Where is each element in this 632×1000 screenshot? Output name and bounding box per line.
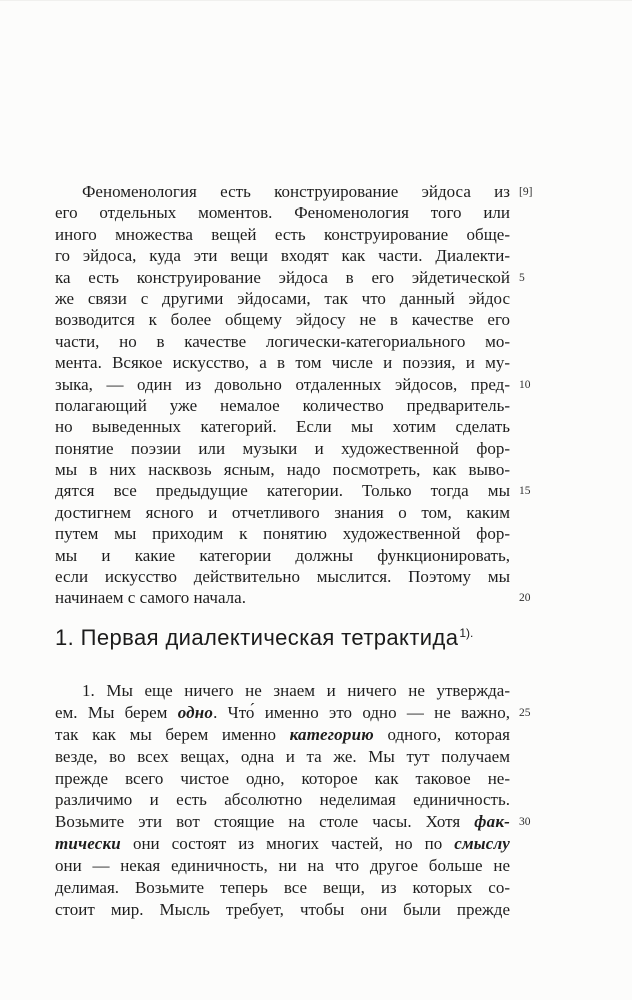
- text-line: [55, 480, 531, 501]
- text-line: [55, 202, 510, 223]
- footnote-marker: 1).: [459, 625, 474, 640]
- body-text: стоит мир. Мысль требует, чтобы они были прежде: [55, 899, 510, 919]
- section-heading: [55, 624, 595, 652]
- text-line: [55, 288, 510, 309]
- text-line: [55, 459, 510, 480]
- body-text: начинаем с самого начала.: [55, 588, 246, 608]
- body-text: прежде всего чистое одно, которое как таковое не-: [55, 768, 510, 788]
- margin-line-number: 5: [519, 271, 525, 284]
- text-line: [55, 702, 531, 724]
- text-line: [55, 833, 510, 855]
- body-text: они — некая единичность, ни на что другое больше не: [55, 856, 510, 876]
- body-text: возводится к более общему эйдосу не в качестве его: [55, 310, 510, 330]
- text-line: [55, 395, 510, 416]
- body-text: ка есть конструирование эйдоса в его эйдетической: [55, 267, 510, 287]
- text-line: [55, 502, 510, 523]
- body-text: иного множества вещей есть конструирование обще-: [55, 224, 510, 244]
- body-text: полагающий уже немалое количество предваритель-: [55, 395, 510, 415]
- text-line: [55, 352, 510, 373]
- text-line: [55, 267, 525, 288]
- body-text: делимая. Возьмите теперь все вещи, из которых со-: [55, 878, 510, 898]
- margin-page-ref: [9]: [519, 186, 533, 198]
- text-line: [55, 245, 510, 266]
- body-text: так как мы берем именно: [55, 724, 290, 744]
- text-line: [55, 438, 510, 459]
- text-line: [55, 331, 510, 352]
- body-text: если искусство действительно мыслится. Поэтому мы: [55, 567, 510, 587]
- text-line: [55, 181, 533, 202]
- emphasized-text: смыслу: [454, 834, 510, 854]
- emphasized-text: тически: [55, 834, 121, 854]
- page-edge-line: [0, 0, 632, 1]
- text-line: [55, 224, 510, 245]
- body-text: везде, во всех вещах, одна и та же. Мы тут получаем: [55, 746, 510, 766]
- paragraph-phenomenology: [55, 181, 533, 609]
- emphasized-text: одно: [177, 702, 214, 722]
- text-line: [55, 746, 510, 768]
- body-text: путем мы приходим к понятию художественной фор-: [55, 524, 510, 544]
- body-text: различимо и есть абсолютно неделимая единичность.: [55, 790, 510, 810]
- margin-line-number: 15: [519, 485, 531, 498]
- text-line: [55, 855, 510, 877]
- text-line: [55, 566, 510, 587]
- emphasized-text: фак-: [474, 812, 510, 832]
- body-text: ем. Мы берем: [55, 702, 178, 722]
- section-heading-text: 1. Первая диалектическая тетрактида: [55, 625, 459, 650]
- body-text: части, но в качестве логически-категориального мо-: [55, 331, 510, 351]
- margin-line-number: 20: [519, 592, 531, 605]
- text-line: [55, 523, 510, 544]
- body-text: достигнем ясного и отчетливого знания о том, каким: [55, 502, 510, 522]
- margin-line-number: 30: [519, 816, 531, 829]
- body-text: понятие поэзии или музыки и художественной фор-: [55, 438, 510, 458]
- body-text: же связи с другими эйдосами, так что данный эйдос: [55, 288, 510, 308]
- text-line: [55, 877, 510, 899]
- text-line: [55, 374, 531, 395]
- body-text: мы и какие категории должны функционировать,: [55, 545, 510, 565]
- text-line: [55, 309, 510, 330]
- text-line: [55, 811, 531, 833]
- margin-line-number: 10: [519, 378, 531, 391]
- paragraph-first-tetraktys: [55, 680, 531, 921]
- body-text: они состоят из многих частей, но по: [120, 834, 455, 854]
- text-line: [55, 416, 510, 437]
- text-line: [55, 587, 531, 608]
- body-text: одного, которая: [373, 724, 510, 744]
- text-line: [55, 768, 510, 790]
- text-line: [55, 899, 510, 921]
- body-text: . Что́ именно это одно — не важно,: [213, 702, 510, 722]
- body-text: мента. Всякое искусство, а в том числе и поэзия, и му-: [55, 353, 510, 373]
- emphasized-text: категорию: [289, 724, 374, 744]
- body-text: Возьмите эти вот стоящие на столе часы. Хотя: [55, 812, 475, 832]
- text-line: [55, 545, 510, 566]
- body-text: 1. Мы еще ничего не знаем и ничего не утвержда-: [82, 681, 510, 700]
- body-text: го эйдоса, куда эти вещи входят как части. Диалекти-: [55, 246, 510, 266]
- text-line: [55, 789, 510, 811]
- text-line: [55, 724, 510, 746]
- margin-line-number: 25: [519, 706, 531, 719]
- body-text: зыка, — один из довольно отдаленных эйдосов, пред-: [55, 374, 510, 394]
- body-text: Феноменология есть конструирование эйдоса из: [82, 182, 510, 201]
- text-line: [55, 680, 510, 702]
- body-text: но выведенных категорий. Если мы хотим сделать: [55, 417, 510, 437]
- body-text: мы в них насквозь ясным, надо посмотреть, как выво-: [55, 460, 510, 480]
- body-text: дятся все предыдущие категории. Только тогда мы: [55, 481, 510, 501]
- body-text: его отдельных моментов. Феноменология того или: [55, 203, 510, 223]
